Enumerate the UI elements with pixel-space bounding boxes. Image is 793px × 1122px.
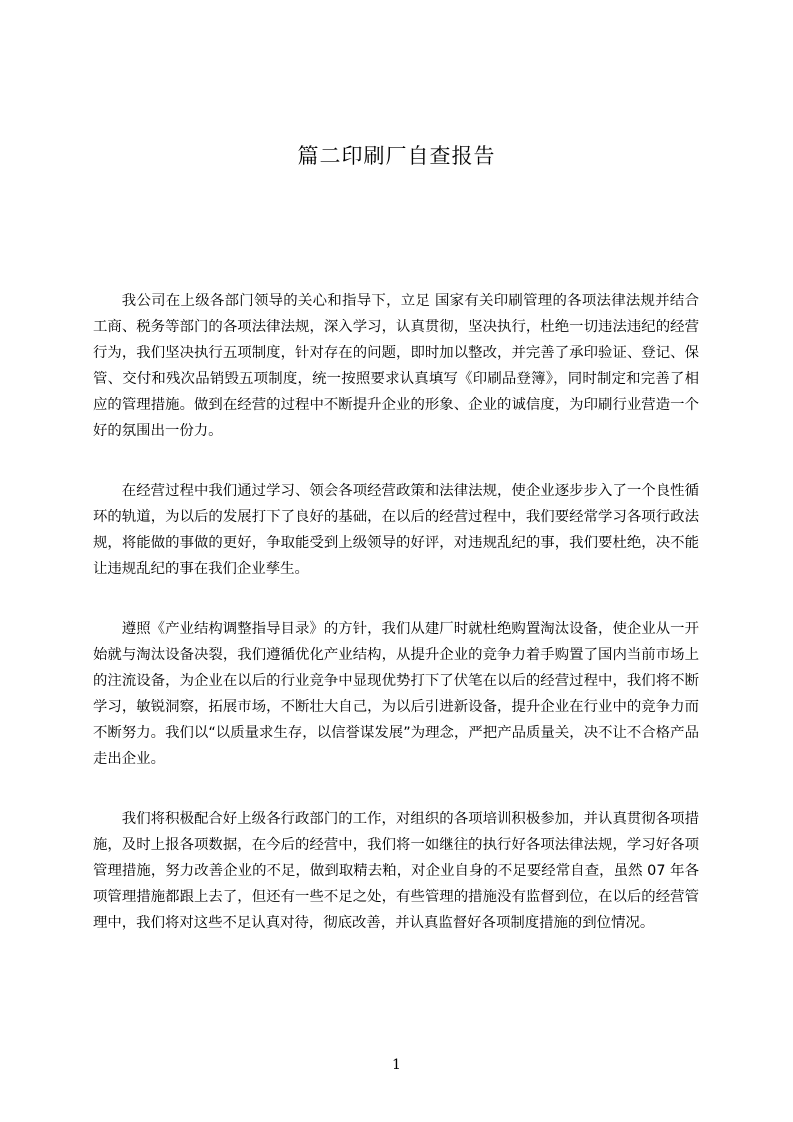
paragraph-2: 在经营过程中我们通过学习、领会各项经营政策和法律法规，使企业逐步步入了一个良性循环的轨道，为以后的发展打下了良好的基础，在以后的经营过程中，我们要经常学习各项行政法规，将能做的事做的更好，争取能受到上级领导的好评，对违规乱纪的事，我们要杜绝，决不能让违规乱纪的事在我们企业孳生。 [93, 483, 699, 577]
paragraph-3: 遵照《产业结构调整指导目录》的方针，我们从建厂时就杜绝购置淘汰设备，使企业从一开始就与淘汰设备决裂，我们遵循优化产业结构，从提升企业的竞争力着手购置了国内当前市场上的注流设备，为企业在以后的行业竞争中显现优势打下了伏笔在以后的经营过程中，我们将不断学习，敏锐洞察，拓展市场，不断壮大自己，为以后引进新设备，提升企业在行业中的竞争力而不断努力。我们以“以质量求生存，以信誉谋发展”为理念，严把产品质量关，决不让不合格产品走出企业。 [93, 621, 699, 767]
document-title: 篇二印刷厂自查报告 [297, 144, 496, 168]
paragraph-1: 我公司在上级各部门领导的关心和指导下，立足 国家有关印刷管理的各项法律法规并结合工商、税务等部门的各项法律法规，深入学习，认真贯彻，坚决执行，杜绝一切违法违纪的经营行为，我们坚决执行五项制度，针对存在的问题，即时加以整改，并完善了承印验证、登记、保管、交付和残次品销毁五项制度，统一按照要求认真填写《印刷品登簿》，同时制定和完善了相应的管理措施。做到在经营的过程中不断提升企业的形象、企业的诚信度，为印刷行业营造一个好的氛围出一份力。 [93, 293, 699, 439]
page-number: 1 [392, 1057, 401, 1073]
paragraph-4: 我们将积极配合好上级各行政部门的工作，对组织的各项培训积极参加，并认真贯彻各项措施，及时上报各项数据，在今后的经营中，我们将一如继往的执行好各项法律法规，学习好各项管理措施，努力改善企业的不足，做到取精去粕，对企业自身的不足要经常自查，虽然 07 年各项管理措施都跟上去了，但还有一些不足之处，有些管理的措施没有监督到位，在以后的经营管理中，我们将对这些不足认真对待，彻底改善，并认真监督好各项制度措施的到位情况。 [93, 811, 699, 931]
document-body [93, 288, 699, 970]
